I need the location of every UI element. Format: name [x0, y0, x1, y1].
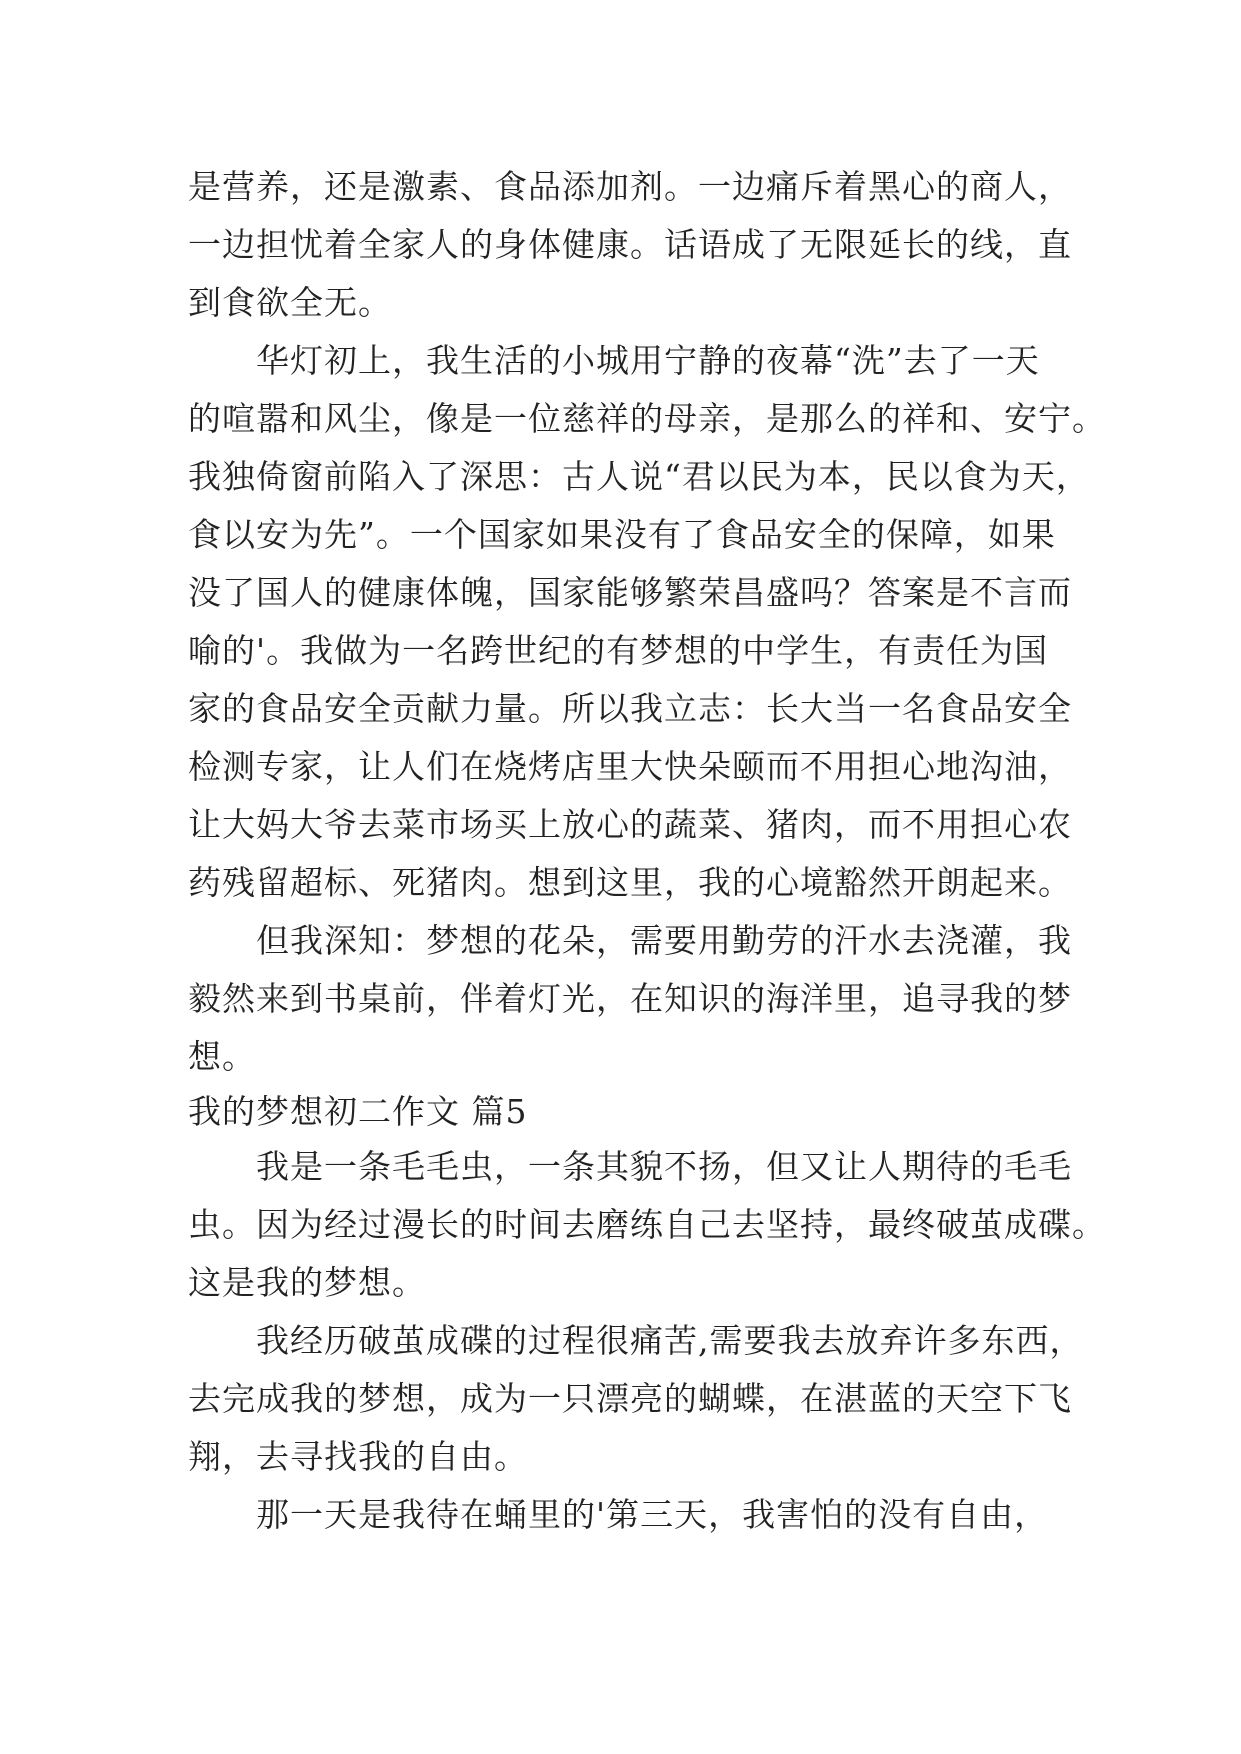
text-line: 毅然来到书桌前，伴着灯光，在知识的海洋里，追寻我的梦: [188, 979, 1072, 1018]
text-line: 喻的'。我做为一名跨世纪的有梦想的中学生，有责任为国: [188, 631, 1049, 670]
text-line: 去完成我的梦想，成为一只漂亮的蝴蝶，在湛蓝的天空下飞: [188, 1379, 1072, 1418]
text-line: 我经历破茧成碟的过程很痛苦,需要我去放弃许多东西，: [188, 1321, 1084, 1360]
text-line: 检测专家，让人们在烧烤店里大快朵颐而不用担心地沟油，: [188, 747, 1072, 786]
text-line: 但我深知：梦想的花朵，需要用勤劳的汗水去浇灌，我: [188, 921, 1072, 960]
text-line: 想。: [188, 1037, 256, 1076]
text-line: 那一天是我待在蛹里的'第三天，我害怕的没有自由，: [188, 1495, 1049, 1534]
document-body: [188, 158, 1106, 1544]
text-line: 翔，去寻找我的自由。: [188, 1437, 528, 1476]
text-line: 药残留超标、死猪肉。想到这里，我的心境豁然开朗起来。: [188, 863, 1072, 902]
text-line: 的喧嚣和风尘，像是一位慈祥的母亲，是那么的祥和、安宁。: [188, 399, 1106, 438]
text-line: 家的食品安全贡献力量。所以我立志：长大当一名食品安全: [188, 689, 1072, 728]
text-line: 是营养，还是激素、食品添加剂。一边痛斥着黑心的商人，: [188, 167, 1072, 206]
text-line: 我独倚窗前陷入了深思：古人说“君以民为本，民以食为天，: [188, 457, 1090, 496]
text-line: 让大妈大爷去菜市场买上放心的蔬菜、猪肉，而不用担心农: [188, 805, 1072, 844]
text-line: 到食欲全无。: [188, 283, 392, 322]
text-line: 一边担忧着全家人的身体健康。话语成了无限延长的线，直: [188, 225, 1072, 264]
text-line: 没了国人的健康体魄，国家能够繁荣昌盛吗？答案是不言而: [188, 573, 1072, 612]
text-line: 这是我的梦想。: [188, 1263, 426, 1302]
section-heading: 我的梦想初二作文 篇5: [188, 1092, 528, 1131]
text-line: 华灯初上，我生活的小城用宁静的夜幕“洗”去了一天: [188, 341, 1040, 380]
text-line: 我是一条毛毛虫，一条其貌不扬，但又让人期待的毛毛: [188, 1147, 1072, 1186]
text-line: 虫。因为经过漫长的时间去磨练自己去坚持，最终破茧成碟。: [188, 1205, 1106, 1244]
text-line: 食以安为先”。一个国家如果没有了食品安全的保障，如果: [188, 515, 1056, 554]
